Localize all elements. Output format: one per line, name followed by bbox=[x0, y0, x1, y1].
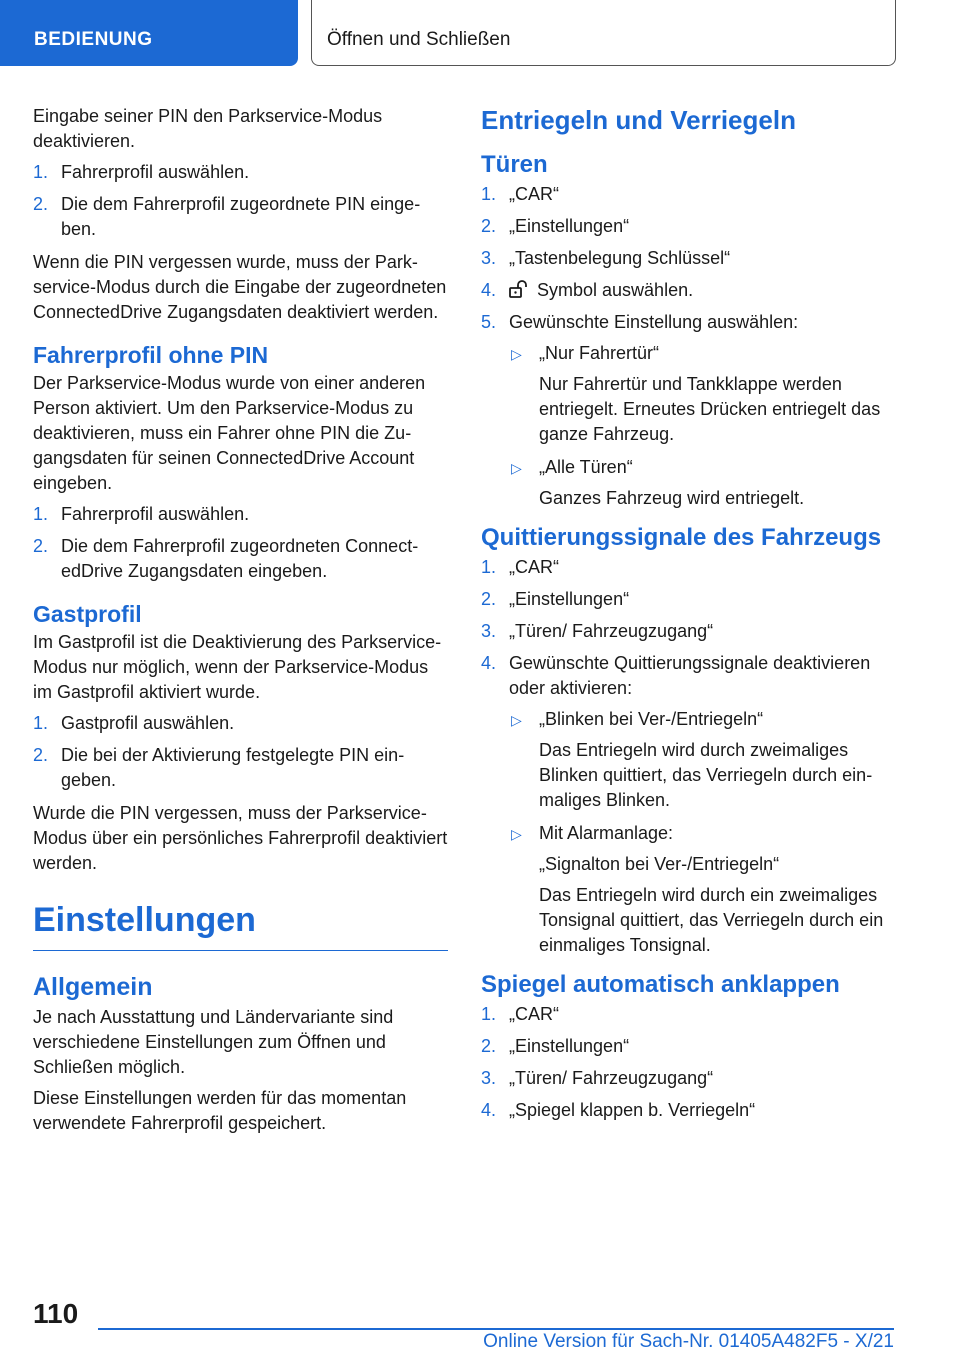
chapter-title: Einstellungen bbox=[33, 898, 448, 951]
right-column bbox=[481, 104, 899, 1131]
list-item: 2. „Einstellungen“ bbox=[481, 1036, 630, 1056]
topic-tab bbox=[311, 0, 896, 66]
no-pin-text: Der Parkservice-Modus wurde von einer anderen Person aktiviert. Um den Parkservice-Modus zu deaktivieren, muss ein Fahrer ohne PIN die Zugangsdaten für seinen ConnectedDrive Account eingeben. bbox=[33, 373, 426, 493]
no-pin-steps bbox=[33, 502, 448, 584]
heading-no-pin: Fahrerprofil ohne PIN bbox=[33, 342, 269, 368]
list-item: 2. Die bei der Aktivierung festgelegte PIN eingeben. bbox=[33, 745, 405, 790]
forgot-pin-text: Wenn die PIN vergessen wurde, muss der Parkservice-Modus durch die Eingabe der zugeordneten ConnectedDrive Zugangsdaten deaktiviert werden. bbox=[33, 252, 447, 322]
list-item: 2. Die dem Fahrerprofil zugeordnete PIN eingeben. bbox=[33, 194, 421, 239]
list-item: 5. Gewünschte Einstellung auswählen: ▷ „Nur Fahrertür“ Nur Fahrertür und Tankklappe werden entriegelt. Erneutes Drücken entriegelt das ganze Fahrzeug. ▷ „Alle Türen“ Ganzes Fahrzeug wird entriegelt. bbox=[481, 310, 899, 511]
list-item: 1. Fahrerprofil auswählen. bbox=[33, 504, 250, 524]
topic-label: Öffnen und Schließen bbox=[327, 29, 511, 50]
triangle-bullet-icon: ▷ bbox=[511, 346, 522, 362]
online-version-text: Online Version für Sach-Nr. 01405A482F5 - X/21 bbox=[483, 1331, 894, 1352]
triangle-bullet-icon: ▷ bbox=[511, 460, 522, 476]
heading-doors: Türen bbox=[481, 151, 548, 178]
list-item: 1. „CAR“ bbox=[481, 184, 559, 204]
heading-general: Allgemein bbox=[33, 973, 153, 1001]
signals-steps bbox=[481, 555, 899, 958]
list-item: 1. Fahrerprofil auswählen. bbox=[33, 162, 250, 182]
list-item: 3. „Türen/ Fahrzeugzugang“ bbox=[481, 1068, 714, 1088]
list-item: 2. „Einstellungen“ bbox=[481, 589, 630, 609]
list-item: 4. „Spiegel klappen b. Verriegeln“ bbox=[481, 1100, 756, 1120]
page-header bbox=[0, 0, 960, 66]
option-item: ▷ „Nur Fahrertür“ Nur Fahrertür und Tankklappe werden entriegelt. Erneutes Drücken entriegelt das ganze Fahrzeug. bbox=[511, 343, 881, 444]
option-item: ▷ „Blinken bei Ver-/Entriegeln“ Das Entriegeln wird durch zweimaliges Blinken quittiert, das Verriegeln durch einmaliges Blinken. bbox=[511, 709, 873, 810]
general-text-2: Diese Einstellungen werden für das momentan verwendete Fahrerprofil gespeichert. bbox=[33, 1088, 407, 1133]
list-item: 3. „Türen/ Fahrzeugzugang“ bbox=[481, 621, 714, 641]
option-item: ▷ Mit Alarmanlage: „Signalton bei Ver-/Entriegeln“ Das Entriegeln wird durch ein zweimaliges Tonsignal quittiert, das Verriegeln durch ein einmaliges Tonsignal. bbox=[511, 823, 884, 955]
list-item: 1. „CAR“ bbox=[481, 1004, 559, 1024]
list-item: 2. Die dem Fahrerprofil zugeordneten ConnectedDrive Zugangsdaten eingeben. bbox=[33, 536, 419, 581]
list-item: 4. Symbol auswählen. bbox=[481, 280, 694, 300]
list-item: 2. „Einstellungen“ bbox=[481, 216, 630, 236]
list-item: 4. Gewünschte Quittierungssignale deaktivieren oder aktivieren: ▷ „Blinken bei Ver-/Entriegeln“ Das Entriegeln wird durch zweimaliges Blinken quittiert, das Verriegeln durch einmaliges Blinken. ▷ Mit Alarmanlage: „Signalton bei Ver-/Entriegeln“ Das Entriegeln wird durch ein zweimaliges Tonsignal quittiert, das Verriegeln durch ein einmaliges Tonsignal. bbox=[481, 651, 899, 958]
section-tab bbox=[0, 0, 298, 66]
list-item: 1. Gastprofil auswählen. bbox=[33, 713, 235, 733]
signals-options bbox=[509, 707, 899, 958]
intro-steps bbox=[33, 160, 448, 242]
list-item: 1. „CAR“ bbox=[481, 557, 559, 577]
triangle-bullet-icon: ▷ bbox=[511, 712, 522, 728]
intro-text: Eingabe seiner PIN den Parkservice-Modus deaktivieren. bbox=[33, 106, 383, 151]
doors-options bbox=[509, 341, 899, 511]
heading-unlock-lock: Entriegeln und Verriegeln bbox=[481, 105, 796, 135]
unlock-icon bbox=[509, 280, 529, 298]
doors-steps bbox=[481, 182, 899, 511]
mirror-steps bbox=[481, 1002, 899, 1123]
page-number: 110 bbox=[33, 1298, 79, 1329]
heading-signals: Quittierungssignale des Fahrzeugs bbox=[481, 524, 882, 551]
guest-steps bbox=[33, 711, 448, 793]
general-text-1: Je nach Ausstattung und Ländervariante sind verschiedene Einstellungen zum Öffnen und Schließen möglich. bbox=[33, 1007, 394, 1077]
list-item: 3. „Tastenbelegung Schlüssel“ bbox=[481, 248, 731, 268]
heading-mirror: Spiegel automatisch anklappen bbox=[481, 971, 840, 998]
guest-after-text: Wurde die PIN vergessen, muss der Parkservice-Modus über ein persönliches Fahrerprofil deaktiviert werden. bbox=[33, 803, 448, 873]
option-item: ▷ „Alle Türen“ Ganzes Fahrzeug wird entriegelt. bbox=[511, 457, 805, 508]
guest-text: Im Gastprofil ist die Deaktivierung des Parkservice-Modus nur möglich, wenn der Parkservice-Modus im Gastprofil aktiviert wurde. bbox=[33, 632, 442, 702]
footer-rule bbox=[98, 1328, 894, 1330]
left-column bbox=[33, 104, 448, 1142]
triangle-bullet-icon: ▷ bbox=[511, 826, 522, 842]
section-label: BEDIENUNG bbox=[34, 29, 153, 50]
heading-guest: Gastprofil bbox=[33, 601, 142, 627]
